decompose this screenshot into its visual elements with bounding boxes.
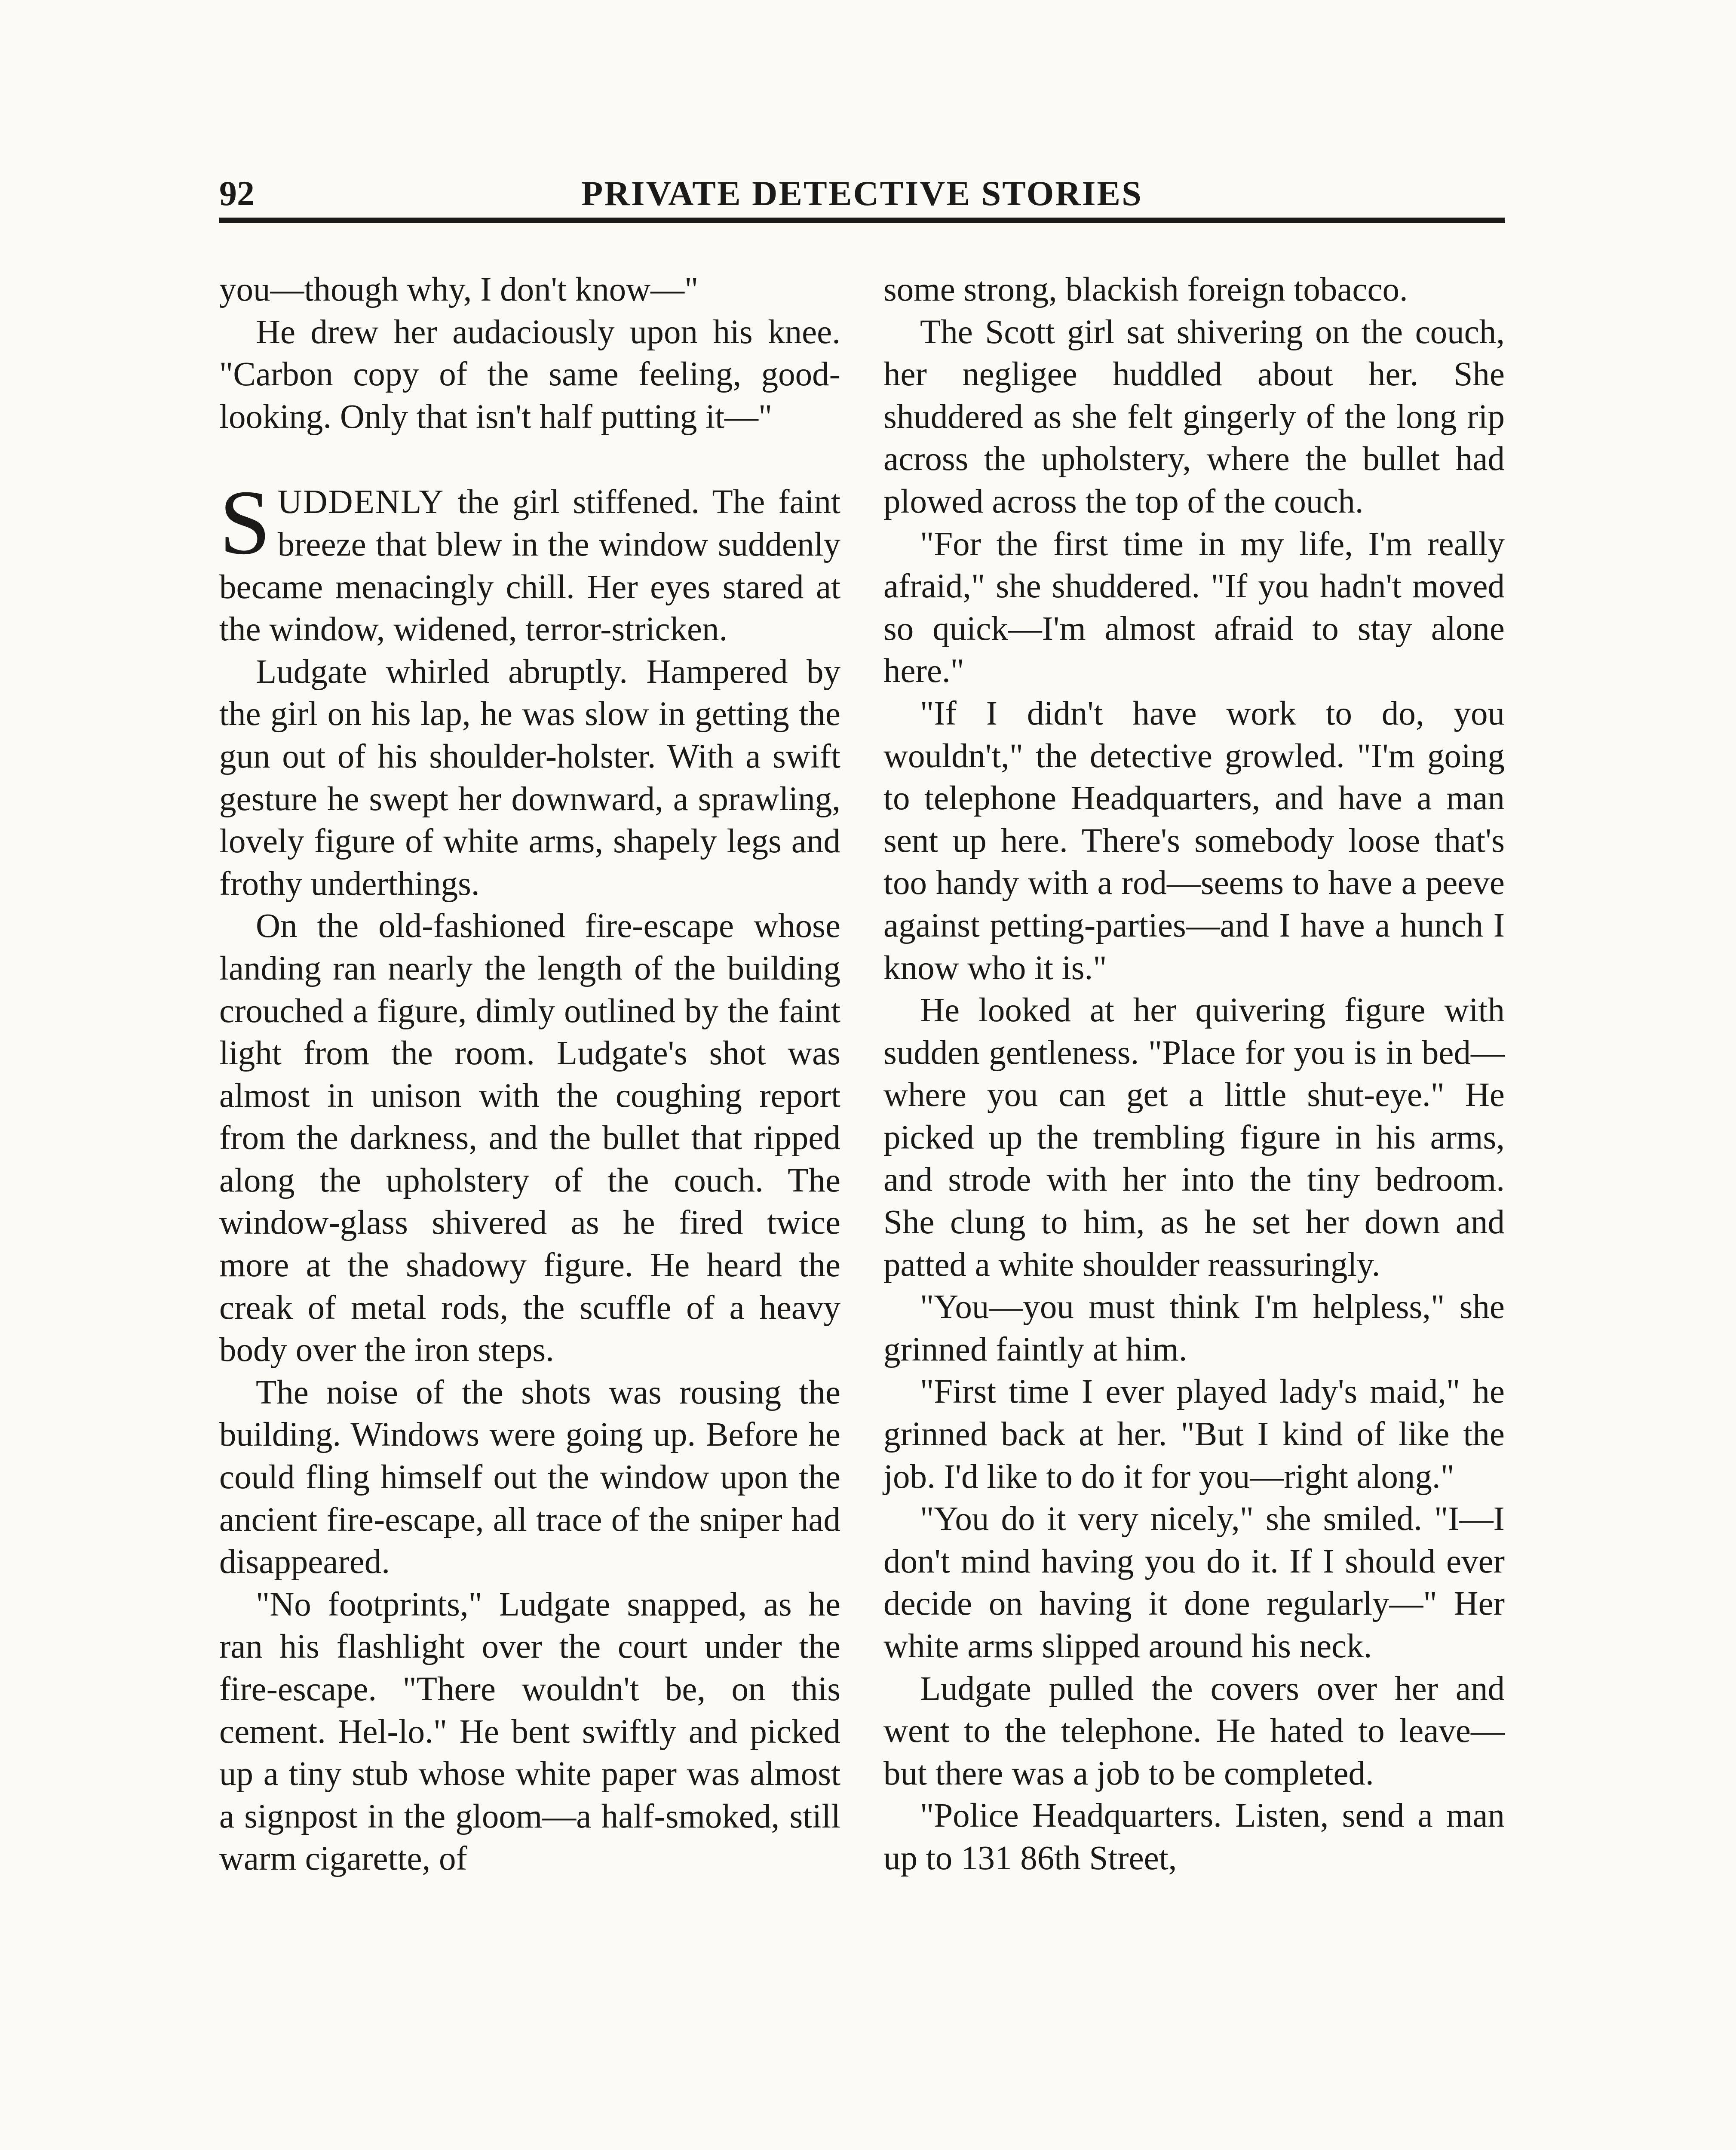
paragraph: "Police Headquarters. Listen, send a man up to 131 86th Street, (883, 1797, 1505, 1877)
section-first-word: UDDENLY (277, 483, 445, 521)
paragraph: "You—you must think I'm helpless," she grinned faintly at him. (883, 1288, 1505, 1368)
right-column (883, 269, 1505, 1880)
section-text: the girl stiffened. The faint breeze that blew in the window suddenly became menacingly chill. Her eyes stared at the window, widened, terror-stricken. (219, 483, 840, 648)
paragraph: some strong, blackish foreign tobacco. (883, 271, 1408, 308)
paragraph: "You do it very nicely," she smiled. "I—I don't mind having you do it. If I should ever decide on having it done regularly—" Her white arms slipped around his neck. (883, 1500, 1505, 1665)
paragraph: On the old-fashioned fire-escape whose landing ran nearly the length of the building crouched a figure, dimly outlined by the faint light from the room. Ludgate's shot was almost in unison with the coughing report from the darkness, and the bullet that ripped along the upholstery of the couch. The window-glass shivered as he fired twice more at the shadowy figure. He heard the creak of metal rods, the scuffle of a heavy body over the iron steps. (219, 907, 840, 1369)
paragraph: The Scott girl sat shivering on the couch, her negligee huddled about her. She shuddered as she felt gingerly of the long rip across the upholstery, where the bullet had plowed across the top of the couch. (883, 313, 1505, 520)
drop-cap: S (219, 471, 271, 574)
running-head: PRIVATE DETECTIVE STORIES (581, 174, 1143, 213)
page-header (219, 170, 1505, 217)
paragraph: "First time I ever played lady's maid," he grinned back at her. "But I kind of like the job. I'd like to do it for you—right along." (883, 1373, 1505, 1496)
paragraph: Ludgate whirled abruptly. Hampered by the girl on his lap, he was slow in getting the gun out of his shoulder-holster. With a swift gesture he swept her downward, a sprawling, lovely figure of white arms, shapely legs and frothy underthings. (219, 653, 840, 903)
paragraph: Ludgate pulled the covers over her and went to the telephone. He hated to leave—but there was a job to be completed. (883, 1670, 1505, 1792)
header-rule (219, 218, 1505, 223)
paragraph: "For the first time in my life, I'm really afraid," she shuddered. "If you hadn't moved so quick—I'm almost afraid to stay alone here." (883, 525, 1505, 690)
paragraph: you—though why, I don't know—" (219, 271, 699, 308)
left-column (219, 269, 840, 1880)
page-number: 92 (219, 174, 255, 213)
paragraph: "No footprints," Ludgate snapped, as he ran his flashlight over the court under the fire-escape. "There wouldn't be, on this cement. Hel-lo." He bent swiftly and picked up a tiny stub whose white paper was almost a signpost in the gloom—a half-smoked, still warm cigarette, of (219, 1585, 840, 1878)
section-opening-paragraph (219, 471, 840, 651)
paragraph: He looked at her quivering figure with sudden gentleness. "Place for you is in bed—where you can get a little shut-eye." He picked up the trembling figure in his arms, and strode with her into the tiny bedroom. She clung to him, as he set her down and patted a white shoulder reassuringly. (883, 992, 1505, 1284)
paragraph: "If I didn't have work to do, you wouldn't," the detective growled. "I'm going to telephone Headquarters, and have a man sent up here. There's somebody loose that's too handy with a rod—seems to have a peeve against petting-parties—and I have a hunch I know who it is." (883, 694, 1505, 987)
paragraph: The noise of the shots was rousing the building. Windows were going up. Before he could fling himself out the window upon the ancient fire-escape, all trace of the sniper had disappeared. (219, 1373, 840, 1581)
paragraph: He drew her audaciously upon his knee. "Carbon copy of the same feeling, good-looking. Only that isn't half putting it—" (219, 313, 840, 436)
